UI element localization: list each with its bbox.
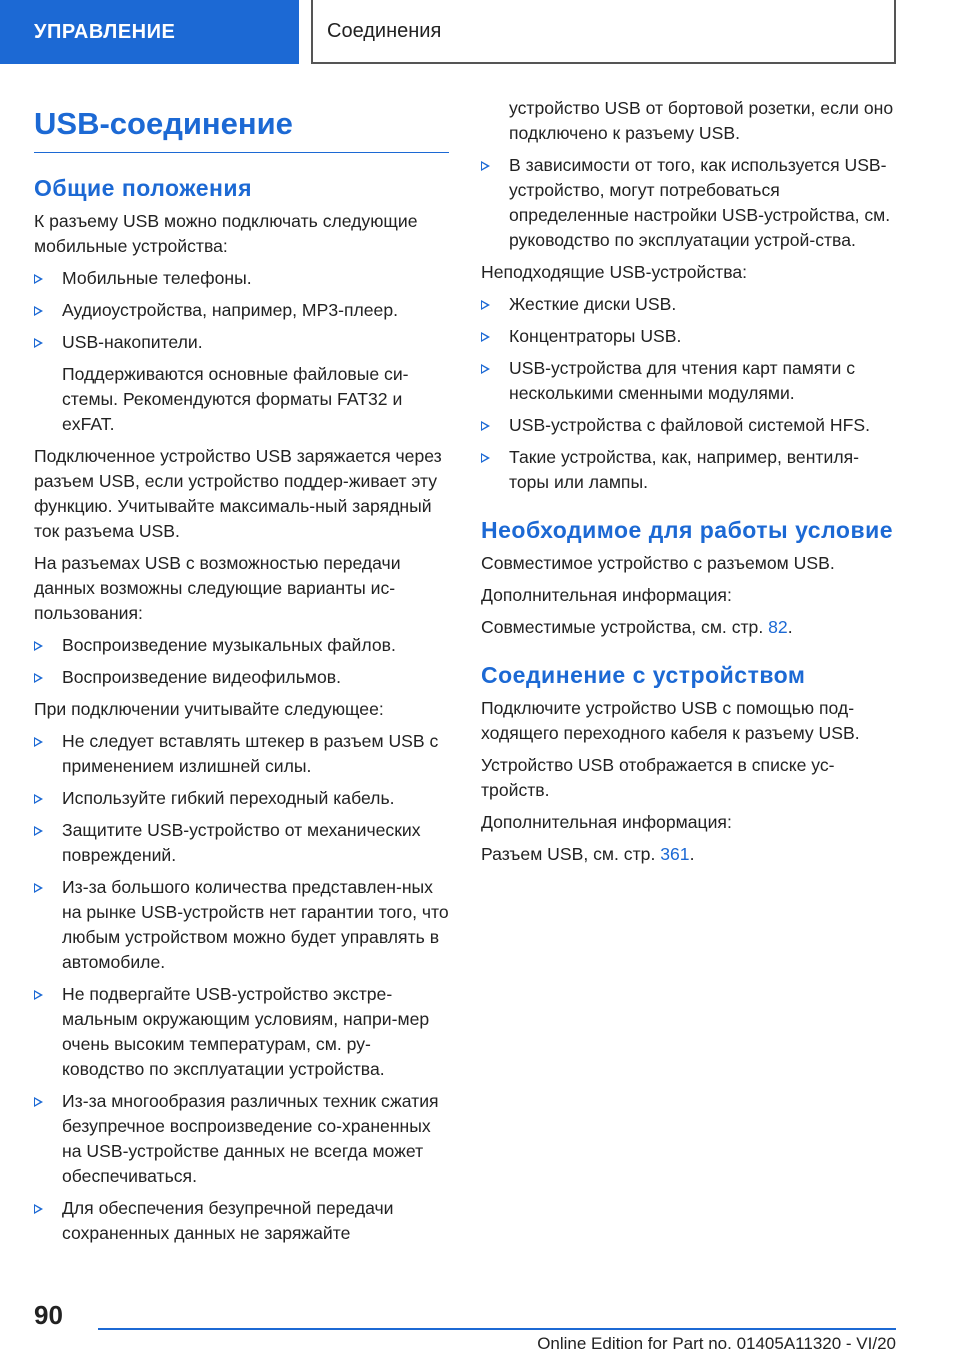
left-column bbox=[34, 96, 449, 1253]
triangle-bullet-icon bbox=[34, 306, 43, 316]
triangle-bullet-icon bbox=[34, 990, 43, 1000]
page-number: 90 bbox=[34, 1300, 63, 1330]
list-item: Воспроизведение видеофильмов. bbox=[34, 665, 449, 690]
requirement-text: Совместимое устройство с разъемом USB. bbox=[481, 553, 835, 573]
list-item: Защитите USB-устройство от механических повреждений. bbox=[34, 818, 449, 868]
triangle-bullet-icon bbox=[34, 883, 43, 893]
page-title: USB-соединение bbox=[34, 106, 449, 153]
triangle-bullet-icon bbox=[481, 161, 490, 171]
triangle-bullet-icon bbox=[34, 826, 43, 836]
triangle-bullet-icon bbox=[481, 364, 490, 374]
more-info-label: Дополнительная информация: bbox=[481, 812, 732, 832]
connect-heading: Соединение с устройством bbox=[481, 662, 806, 688]
compat-reference: Совместимые устройства, см. стр. 82. bbox=[481, 617, 793, 637]
connect-text: Подключите устройство USB с помощью под-ходящего переходного кабеля к разъему USB. bbox=[481, 698, 860, 743]
triangle-bullet-icon bbox=[481, 332, 490, 342]
notes-list bbox=[34, 729, 449, 1246]
list-item: Из-за большого количества представлен-ных на рынке USB-устройств нет гарантии того, что любым устройством можно будет управлять в автомобиле. bbox=[34, 875, 449, 975]
triangle-bullet-icon bbox=[34, 1097, 43, 1107]
triangle-bullet-icon bbox=[481, 421, 490, 431]
list-item: USB-устройства для чтения карт памяти с несколькими сменными модулями. bbox=[481, 356, 896, 406]
triangle-bullet-icon bbox=[34, 1204, 43, 1214]
list-item: Не следует вставлять штекер в разъем USB с применением излишней силы. bbox=[34, 729, 449, 779]
triangle-bullet-icon bbox=[34, 641, 43, 651]
general-heading: Общие положения bbox=[34, 175, 252, 201]
triangle-bullet-icon bbox=[34, 274, 43, 284]
list-display-text: Устройство USB отображается в списке ус-тройств. bbox=[481, 755, 835, 800]
list-item: Жесткие диски USB. bbox=[481, 292, 896, 317]
list-item: Из-за многообразия различных техник сжатия безупречное воспроизведение со-храненных на USB-устройстве данных не всегда может обеспечиваться. bbox=[34, 1089, 449, 1189]
triangle-bullet-icon bbox=[34, 338, 43, 348]
footer-divider bbox=[98, 1328, 896, 1330]
intro-text: К разъему USB можно подключать следующие мобильные устройства: bbox=[34, 211, 418, 256]
page-link-361[interactable]: 361 bbox=[660, 844, 690, 864]
devices-list bbox=[34, 266, 449, 355]
list-item: USB-накопители. bbox=[34, 330, 449, 355]
list-item: Аудиоустройства, например, MP3-плеер. bbox=[34, 298, 449, 323]
triangle-bullet-icon bbox=[34, 673, 43, 683]
triangle-bullet-icon bbox=[481, 453, 490, 463]
continuation-text: устройство USB от бортовой розетки, если оно подключено к разъему USB. bbox=[509, 98, 894, 143]
unsuitable-intro: Неподходящие USB-устройства: bbox=[481, 262, 748, 282]
settings-list bbox=[481, 153, 896, 253]
list-item: Для обеспечения безупречной передачи сохраненных данных не заряжайте bbox=[34, 1196, 449, 1246]
triangle-bullet-icon bbox=[34, 794, 43, 804]
transfer-intro: На разъемах USB с возможностью передачи данных возможны следующие варианты ис-пользования: bbox=[34, 553, 401, 623]
list-item: Не подвергайте USB-устройство экстре-мальным окружающим условиям, напри-мер очень высоким температурам, см. ру-ководство по эксплуатации устройства. bbox=[34, 982, 449, 1082]
edition-footer: Online Edition for Part no. 01405A11320 - VI/20 bbox=[537, 1334, 896, 1353]
unsuitable-list bbox=[481, 292, 896, 495]
list-item: Концентраторы USB. bbox=[481, 324, 896, 349]
page-link-82[interactable]: 82 bbox=[768, 617, 788, 637]
right-column bbox=[481, 96, 896, 874]
more-info-label: Дополнительная информация: bbox=[481, 585, 732, 605]
triangle-bullet-icon bbox=[34, 737, 43, 747]
section-tab[interactable]: Соединения bbox=[311, 0, 896, 64]
socket-reference: Разъем USB, см. стр. 361. bbox=[481, 844, 695, 864]
list-item: Такие устройства, как, например, вентиля-торы или лампы. bbox=[481, 445, 896, 495]
list-item: Воспроизведение музыкальных файлов. bbox=[34, 633, 449, 658]
list-item: В зависимости от того, как используется USB-устройство, могут потребоваться определенные настройки USB-устройства, см. руководство по эксплуатации устрой-ства. bbox=[481, 153, 896, 253]
charging-text: Подключенное устройство USB заряжается через разъем USB, если устройство поддер-живает эту функцию. Учитывайте максималь-ный зарядный ток разъема USB. bbox=[34, 446, 442, 541]
triangle-bullet-icon bbox=[481, 300, 490, 310]
filesystem-note: Поддерживаются основные файловые си-стемы. Рекомендуются форматы FAT32 и exFAT. bbox=[62, 364, 409, 434]
list-item: Мобильные телефоны. bbox=[34, 266, 449, 291]
transfer-list bbox=[34, 633, 449, 690]
chapter-tab[interactable]: УПРАВЛЕНИЕ bbox=[0, 0, 299, 64]
requirements-heading: Необходимое для работы условие bbox=[481, 517, 894, 543]
list-item: Используйте гибкий переходный кабель. bbox=[34, 786, 449, 811]
list-item: USB-устройства с файловой системой HFS. bbox=[481, 413, 896, 438]
notes-intro: При подключении учитывайте следующее: bbox=[34, 699, 384, 719]
